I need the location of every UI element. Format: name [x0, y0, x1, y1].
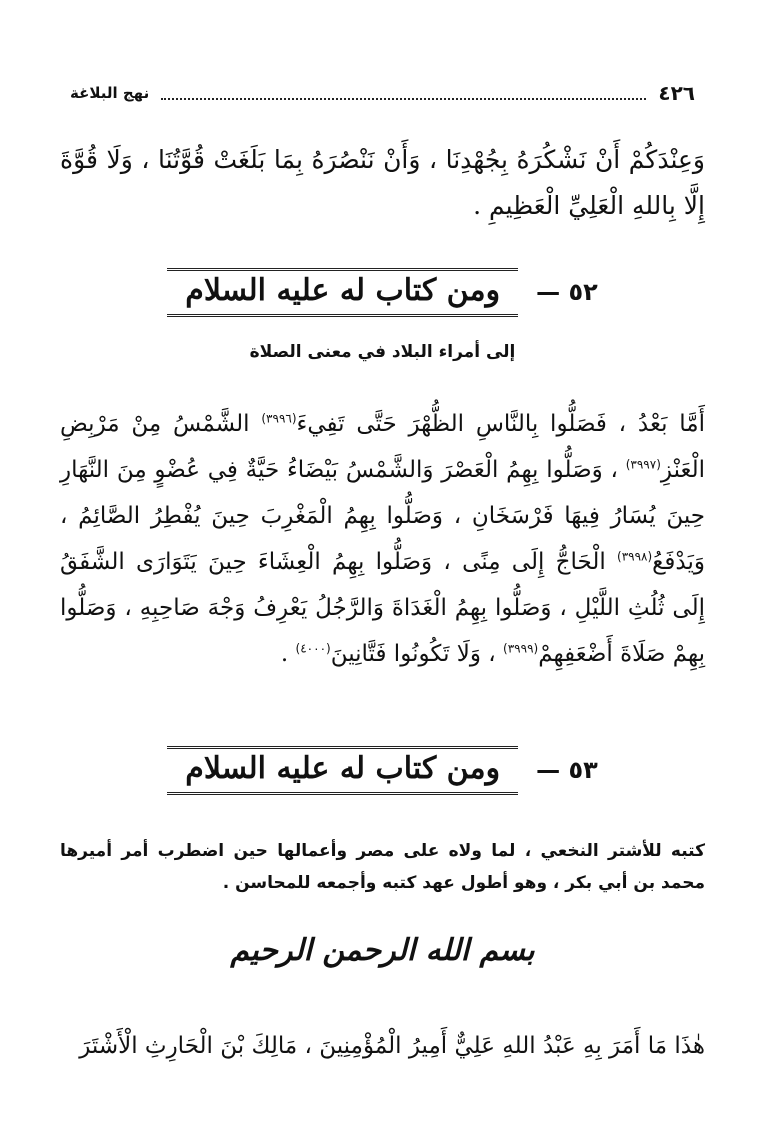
letter-52-text-segment: ، وَلَا تَكُونُوا فَتَّانِينَ	[330, 641, 504, 667]
footnote-ref-3999: (٣٩٩٩)	[503, 641, 539, 656]
book-title: نهج البلاغة	[70, 84, 150, 102]
footnote-ref-3997: (٣٩٩٧)	[625, 457, 661, 472]
letter-53-intro: كتبه للأشتر النخعي ، لما ولاه على مصر وأعمالها حين اضطرب أمر أميرها محمد بن أبي بكر ، وهو أطول عهد كتبه وأجمعه للمحاسن .	[60, 841, 705, 893]
letter-52-heading	[60, 262, 705, 322]
letter-52-body	[60, 401, 705, 677]
previous-letter-ending: وَعِنْدَكُمْ أَنْ نَشْكُرَهُ بِجُهْدِنَا ، وَأَنْ نَنْصُرَهُ بِمَا بَلَغَتْ قُوَّتُنَا ، وَلَا قُوَّةَ إِلَّا بِاللهِ الْعَلِيِّ الْعَظِيمِ .	[60, 145, 705, 220]
footnote-ref-4000: (٤٠٠٠)	[295, 641, 331, 656]
footnote-ref-3996: (٣٩٩٦)	[261, 411, 297, 426]
letter-52-text-segment: الشَّمْسُ مِنْ مَرْبِضِ الْعَنْزِ	[60, 411, 705, 483]
page-header	[70, 78, 695, 108]
letter-53-first-line: هٰذَا مَا أَمَرَ بِهِ عَبْدُ اللهِ عَلِيٌّ أَمِيرُ الْمُؤْمِنِينَ ، مَالِكَ بْنَ الْحَارِثِ الْأَشْتَرَ	[79, 1033, 705, 1059]
letter-52-text-segment: .	[280, 641, 296, 667]
letter-53-heading	[60, 740, 705, 800]
letter-52-text-segment: ، وَصَلُّوا بِهِمُ الْعَصْرَ وَالشَّمْسُ بَيْضَاءُ حَيَّةٌ فِي عُضْوٍ مِنَ النَّهَارِ حِينَ يُسَارُ فِيهَا فَرْسَخَانِ ، وَصَلُّوا بِهِمُ الْمَغْرِبَ حِينَ يُفْطِرُ الصَّائِمُ ، وَيَدْفَعُ	[60, 457, 705, 575]
letter-52-number: ٥٢ —	[536, 278, 598, 306]
letter-53-title: ومن كتاب له عليه السلام	[167, 746, 518, 795]
letter-52-text-segment: أَمَّا بَعْدُ ، فَصَلُّوا بِالنَّاسِ الظُّهْرَ حَتَّى تَفِيءَ	[296, 411, 705, 437]
letter-52-title: ومن كتاب له عليه السلام	[167, 268, 518, 317]
header-dotted-leader	[161, 98, 646, 100]
letter-53-number: ٥٣ —	[536, 756, 598, 784]
basmala-calligraphy	[60, 915, 705, 985]
footnote-ref-3998: (٣٩٩٨)	[617, 549, 653, 564]
letter-52-subtitle: إلى أمراء البلاد في معنى الصلاة	[249, 342, 516, 362]
letter-52-text-segment: الْحَاجُّ إِلَى مِنًى ، وَصَلُّوا بِهِمُ الْعِشَاءَ حِينَ يَتَوَارَى الشَّفَقُ إِلَى ثُلُثِ اللَّيْلِ ، وَصَلُّوا بِهِمُ الْغَدَاةَ وَالرَّجُلُ يَعْرِفُ وَجْهَ صَاحِبِهِ ، وَصَلُّوا بِهِمْ صَلَاةَ أَضْعَفِهِمْ	[60, 549, 705, 667]
page-number: ٤٢٦	[658, 81, 695, 105]
basmala-text: بسم الله الرحمن الرحيم	[230, 932, 535, 968]
